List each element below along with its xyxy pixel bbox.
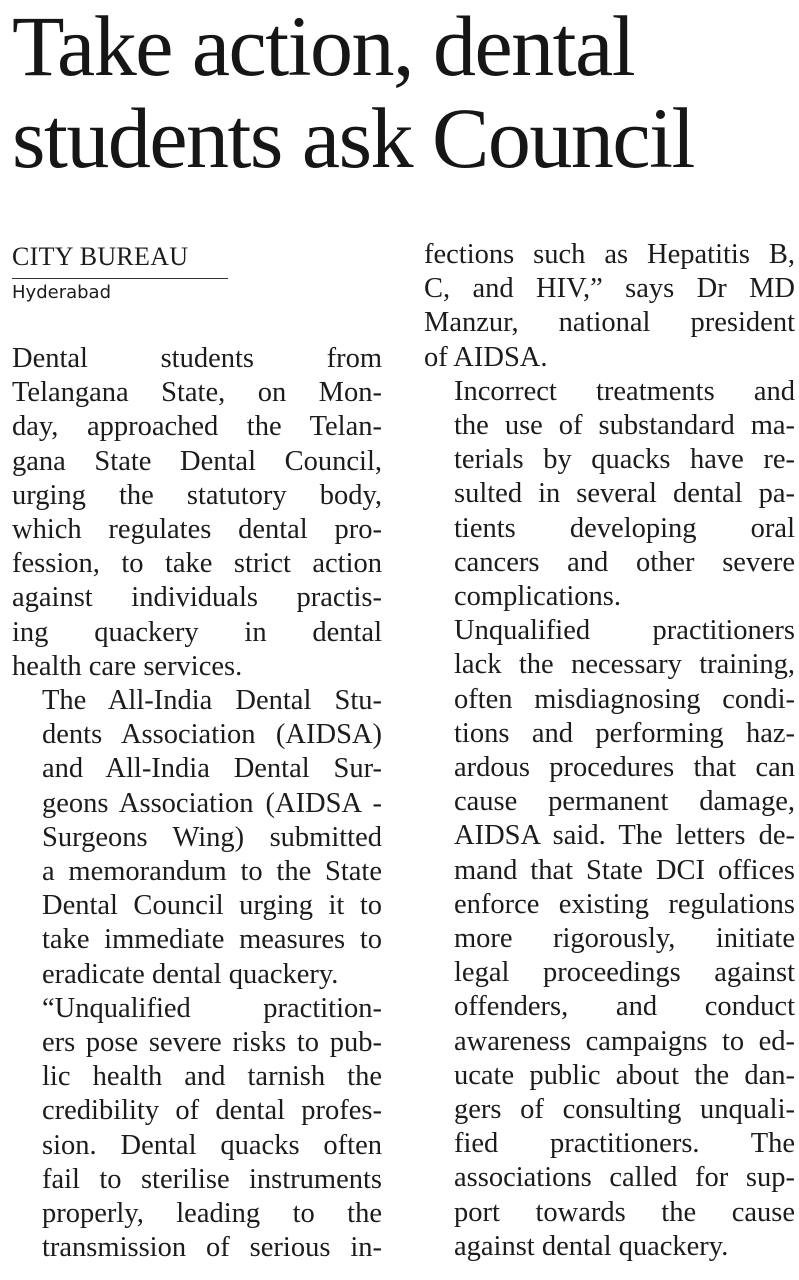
dateline: Hyderabad xyxy=(12,282,111,303)
text-line: and All-India Dental Sur- xyxy=(42,753,382,785)
text-line: tions and performing haz- xyxy=(454,717,795,749)
text-line: lack the necessary training, xyxy=(454,649,795,681)
text-line: gana State Dental Council, xyxy=(12,445,382,477)
text-line: Dental students from xyxy=(12,343,382,374)
text-line: dents Association (AIDSA) xyxy=(42,719,382,751)
text-line: fections such as Hepatitis B, xyxy=(424,239,795,270)
text-line: awareness campaigns to ed- xyxy=(454,1025,795,1057)
byline: CITY BUREAU xyxy=(12,242,189,271)
text-line: AIDSA said. The letters de- xyxy=(454,820,795,852)
text-line: often misdiagnosing condi- xyxy=(454,683,795,715)
text-line: day, approached the Telan- xyxy=(12,411,382,443)
text-line: tients developing oral xyxy=(454,512,795,544)
headline-line-1: Take action, dental xyxy=(12,0,635,94)
text-line: port towards the cause xyxy=(454,1196,795,1228)
text-line: complications. xyxy=(454,581,622,613)
text-line: cancers and other severe xyxy=(454,546,795,578)
paragraph-incorrect-treatments xyxy=(424,375,795,614)
text-line: fied practitioners. The xyxy=(454,1128,795,1160)
text-line: against individuals practis- xyxy=(12,582,382,614)
text-line: Manzur, national president xyxy=(424,307,795,339)
text-line: a memorandum to the State xyxy=(42,856,382,888)
text-line: ardous procedures that can xyxy=(454,752,795,784)
text-line: lic health and tarnish the xyxy=(42,1061,382,1093)
text-line: the use of substandard ma- xyxy=(454,410,795,442)
text-line: legal proceedings against xyxy=(454,957,795,989)
text-line: geons Association (AIDSA - xyxy=(42,787,382,819)
text-line: Incorrect treatments and xyxy=(454,375,795,407)
byline-divider xyxy=(12,278,228,279)
paragraph-intro xyxy=(12,342,382,684)
text-line: sulted in several dental pa- xyxy=(454,478,795,510)
paragraph-quote-continued xyxy=(424,238,795,375)
text-line: sion. Dental quacks often xyxy=(42,1129,382,1161)
text-line: transmission of serious in- xyxy=(42,1232,382,1264)
headline xyxy=(12,0,792,184)
text-line: Surgeons Wing) submitted xyxy=(42,821,382,853)
text-line: terials by quacks have re- xyxy=(454,444,795,476)
text-line: ers pose severe risks to pub- xyxy=(42,1027,382,1059)
text-line: ing quackery in dental xyxy=(12,616,382,648)
text-line: Dental Council urging it to xyxy=(42,890,382,922)
text-line: gers of consulting unquali- xyxy=(454,1094,795,1126)
text-line: associations called for sup- xyxy=(454,1162,795,1194)
text-line: against dental quackery. xyxy=(454,1230,729,1262)
text-line: credibility of dental profes- xyxy=(42,1095,382,1127)
text-line: which regulates dental pro- xyxy=(12,514,382,546)
text-line: Telangana State, on Mon- xyxy=(12,377,382,409)
text-line: cause permanent damage, xyxy=(454,786,795,818)
text-line: more rigorously, initiate xyxy=(454,923,795,955)
text-line: of AIDSA. xyxy=(424,341,548,373)
text-line: Unqualified practitioners xyxy=(454,615,795,647)
text-line: offenders, and conduct xyxy=(454,991,795,1023)
text-line: fession, to take strict action xyxy=(12,548,382,580)
text-line: take immediate measures to xyxy=(42,924,382,956)
text-line: properly, leading to the xyxy=(42,1198,382,1230)
paragraph-memorandum xyxy=(12,684,382,992)
paragraph-quote xyxy=(12,992,382,1266)
text-line: C, and HIV,” says Dr MD xyxy=(424,273,795,305)
headline-line-2: students ask Council xyxy=(12,90,694,186)
article-column-left xyxy=(12,238,382,1265)
text-line: eradicate dental quackery. xyxy=(42,958,339,990)
text-line: “Unqualified practition- xyxy=(42,992,382,1024)
text-line: urging the statutory body, xyxy=(12,479,382,511)
text-line: enforce existing regulations xyxy=(454,888,795,920)
text-line: The All-India Dental Stu- xyxy=(42,685,382,717)
text-line: mand that State DCI offices xyxy=(454,854,795,886)
article-column-right xyxy=(424,238,795,1264)
text-line: ucate public about the dan- xyxy=(454,1059,795,1091)
paragraph-unqualified-practitioners xyxy=(424,614,795,1264)
text-line: fail to sterilise instruments xyxy=(42,1163,382,1195)
text-line: health care services. xyxy=(12,650,243,682)
